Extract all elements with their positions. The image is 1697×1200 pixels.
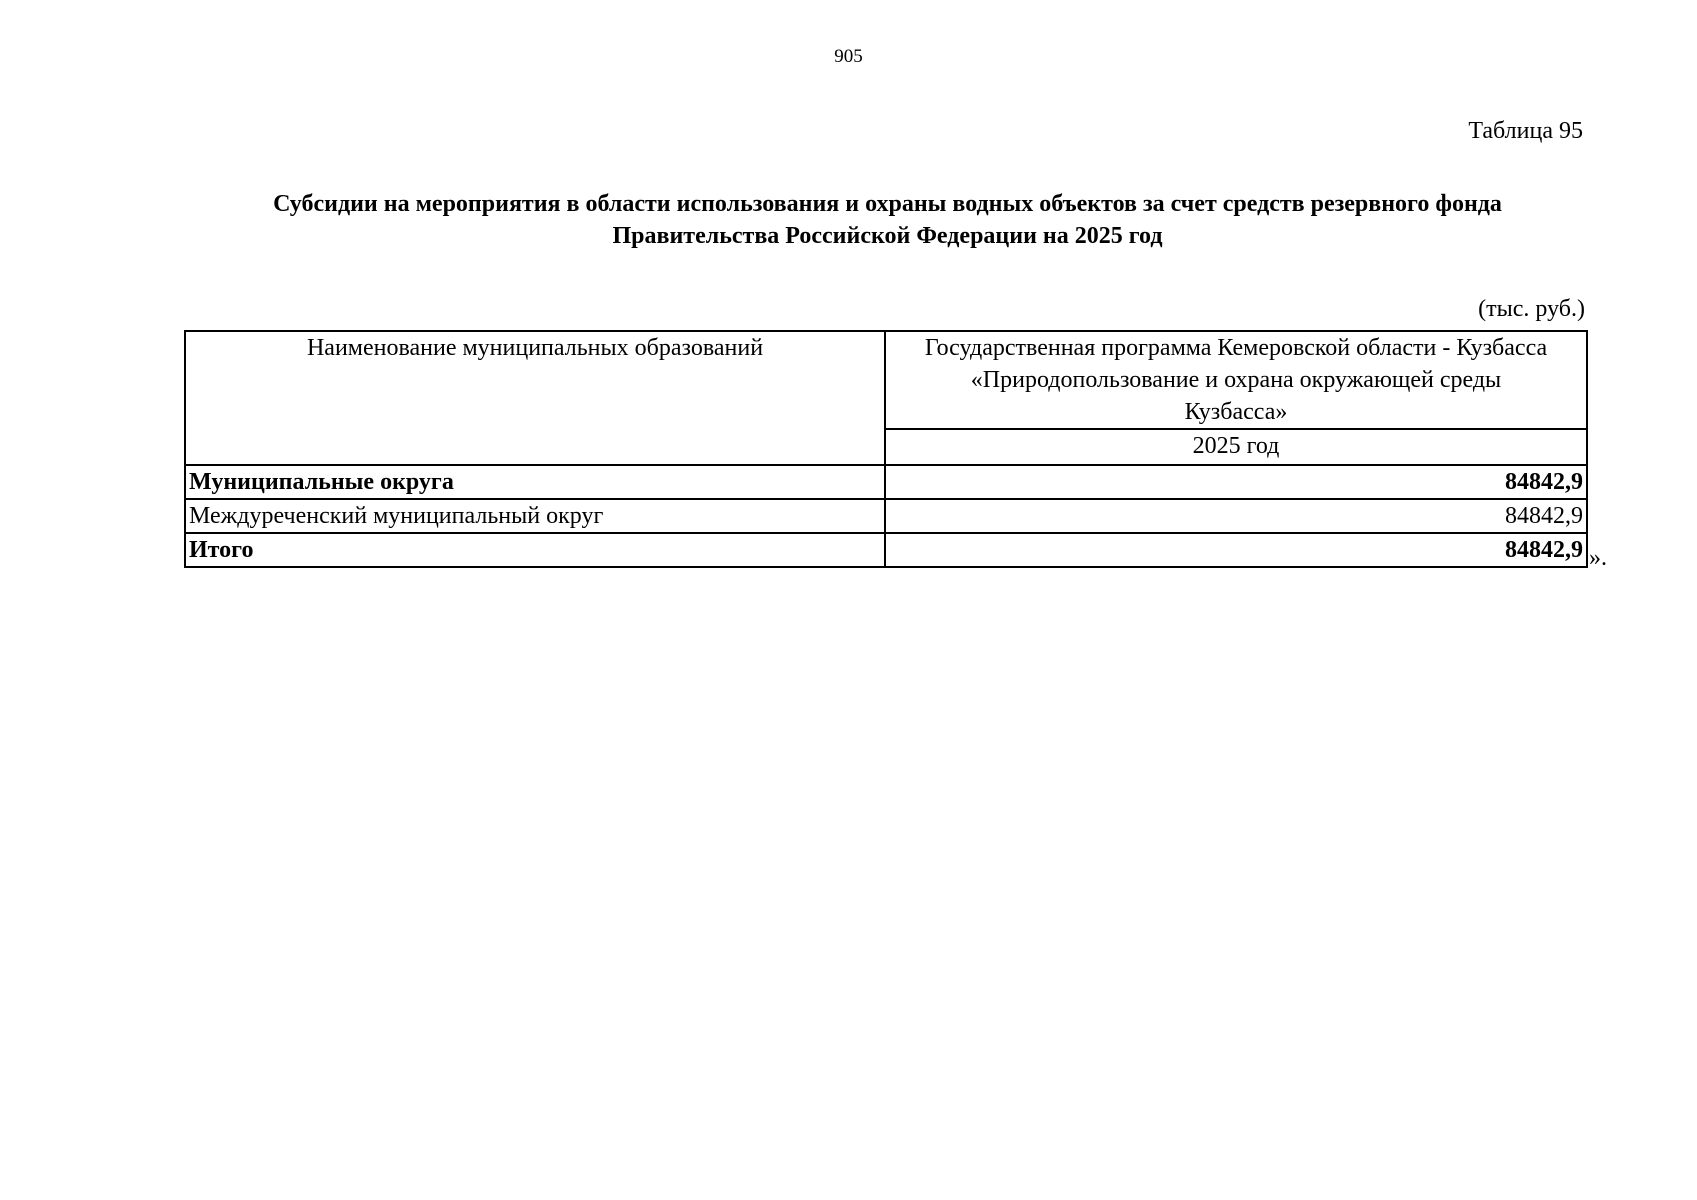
document-title-line-1: Субсидии на мероприятия в области использования и охраны водных объектов за счет средств резервного фонда (273, 191, 1502, 217)
header-municipality-name: Наименование муниципальных образований (185, 331, 885, 465)
row-name-mezhdurechensky: Междуреченский муниципальный округ (185, 499, 885, 533)
header-program-line-2: «Природопользование и охрана окружающей среды (970, 367, 1502, 393)
table-row (185, 465, 1587, 499)
row-name-municipal-districts: Муниципальные округа (185, 465, 885, 499)
table-header-row (185, 331, 1587, 429)
row-value-municipal-districts: 84842,9 (885, 465, 1587, 499)
document-title (185, 188, 1590, 252)
table-row (185, 499, 1587, 533)
subsidy-table (184, 330, 1588, 568)
header-state-program (885, 331, 1587, 429)
closing-quote-mark: ». (1589, 545, 1607, 571)
table-row (185, 533, 1587, 567)
page-number: 905 (834, 46, 863, 67)
row-value-mezhdurechensky: 84842,9 (885, 499, 1587, 533)
header-program-line-1: Государственная программа Кемеровской области - Кузбасса (924, 335, 1548, 361)
document-title-line-2: Правительства Российской Федерации на 2025 год (612, 223, 1163, 249)
units-label: (тыс. руб.) (1478, 296, 1585, 322)
header-year: 2025 год (885, 429, 1587, 465)
row-value-total: 84842,9 (885, 533, 1587, 567)
row-name-total: Итого (185, 533, 885, 567)
header-program-line-3: Кузбасса» (1184, 399, 1288, 425)
table-label: Таблица 95 (1468, 118, 1583, 144)
